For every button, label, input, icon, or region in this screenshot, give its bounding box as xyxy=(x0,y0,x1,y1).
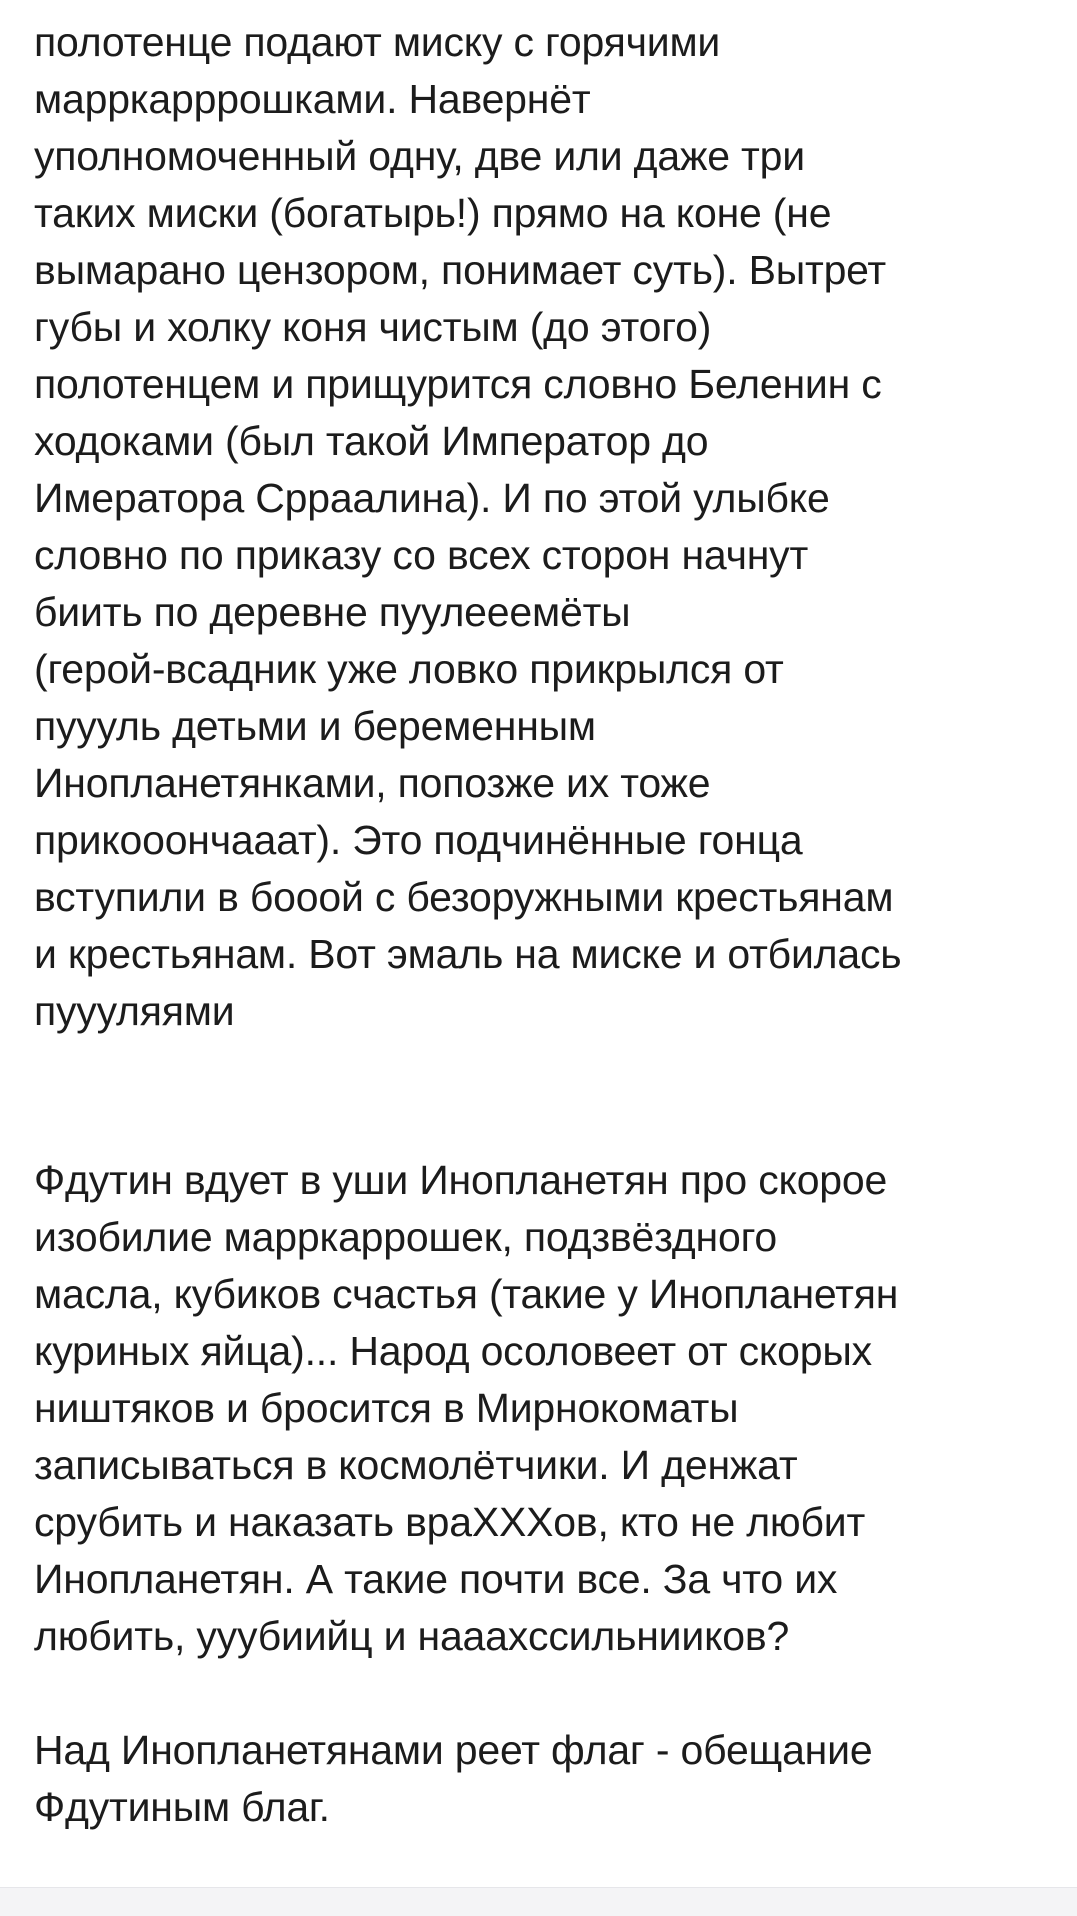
text-line: изобилие марркаррошек, подзвёздного xyxy=(34,1214,778,1260)
text-line: биить по деревне пуулееемёты xyxy=(34,589,631,635)
text-line: вымарано цензором, понимает суть). Вытрет xyxy=(34,247,886,293)
text-line: ништяков и бросится в Мирнокоматы xyxy=(34,1385,739,1431)
text-line: и крестьянам. Вот эмаль на миске и отбилась xyxy=(34,931,902,977)
paragraph-1 xyxy=(34,14,1054,1040)
bottom-divider xyxy=(0,1887,1077,1916)
text-line: записываться в космолётчики. И денжат xyxy=(34,1442,798,1488)
text-line: словно по приказу со всех сторон начнут xyxy=(34,532,809,578)
text-line: Фдутин вдует в уши Инопланетян про скорое xyxy=(34,1157,888,1203)
text-line: ходоками (был такой Император до xyxy=(34,418,709,464)
post-body xyxy=(34,14,1054,1836)
paragraph-2 xyxy=(34,1152,1054,1665)
paragraph-3 xyxy=(34,1722,1054,1836)
text-line: (герой-всадник уже ловко прикрылся от xyxy=(34,646,784,692)
text-line: полотенцем и прищурится словно Беленин с xyxy=(34,361,882,407)
text-line: пуууляями xyxy=(34,988,235,1034)
text-line: марркарррошками. Навернёт xyxy=(34,76,591,122)
text-line: срубить и наказать враXXXов, кто не любит xyxy=(34,1499,866,1545)
text-line: Инопланетян. А такие почти все. За что их xyxy=(34,1556,838,1602)
text-line: Фдутиным благ. xyxy=(34,1784,330,1830)
text-line: вступили в бооой с безоружными крестьянам xyxy=(34,874,894,920)
text-line: таких миски (богатырь!) прямо на коне (не xyxy=(34,190,832,236)
text-line: губы и холку коня чистым (до этого) xyxy=(34,304,712,350)
paragraph-spacer xyxy=(34,1040,1054,1152)
text-line: любить, ууубиийц и наааxссильнииков? xyxy=(34,1613,790,1659)
text-line: уполномоченный одну, две или даже три xyxy=(34,133,805,179)
text-line: пуууль детьми и беременным xyxy=(34,703,596,749)
paragraph-spacer xyxy=(34,1665,1054,1722)
text-line: полотенце подают миску с горячими xyxy=(34,19,721,65)
text-line: масла, кубиков счастья (такие у Инопланетян xyxy=(34,1271,899,1317)
text-line: прикооончааат). Это подчинённые гонца xyxy=(34,817,803,863)
text-line: Имератора Срраалина). И по этой улыбке xyxy=(34,475,830,521)
text-line: куриных яйца)... Народ осоловеет от скорых xyxy=(34,1328,872,1374)
text-line: Инопланетянками, попозже их тоже xyxy=(34,760,711,806)
text-line: Над Инопланетянами реет флаг - обещание xyxy=(34,1727,873,1773)
